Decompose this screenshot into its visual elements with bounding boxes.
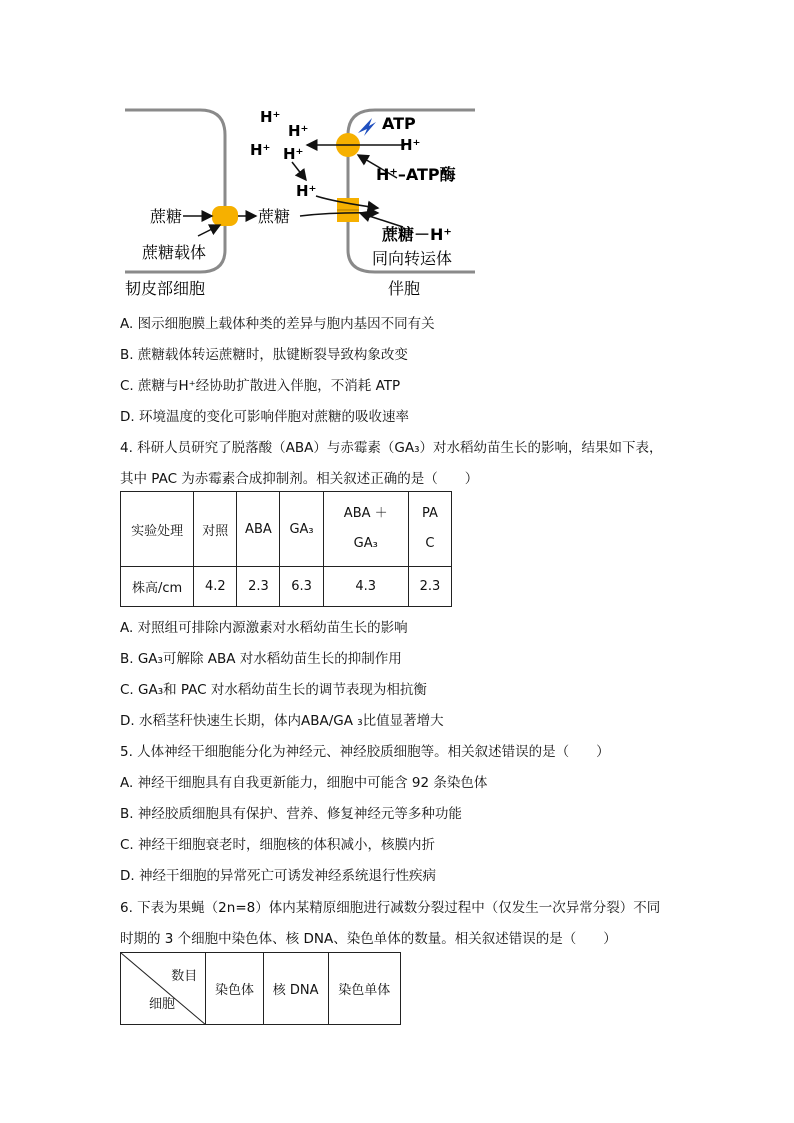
table-corner-cell [121, 953, 206, 1025]
table-cell: 2.3 [408, 567, 451, 607]
sucrose-left-label: 蔗糖 [150, 207, 183, 226]
companion-cell-membrane [348, 110, 475, 272]
table-header-line: C [425, 536, 435, 551]
q4-results-table [120, 491, 452, 607]
table-header-cell [323, 492, 408, 567]
table-header-cell: GA₃ [280, 492, 323, 567]
sucrose-carrier-label: 蔗糖载体 [142, 243, 207, 262]
q6-stem-line2: 时期的 3 个细胞中染色体、核 DNA、染色单体的数量。相关叙述错误的是（ ） [120, 931, 617, 947]
table-cell: 2.3 [237, 567, 280, 607]
table-header-cell: 核 DNA [263, 953, 328, 1025]
h-ion-label: H⁺ [288, 122, 309, 140]
table-cell: 4.2 [194, 567, 237, 607]
h-ion-label: H⁺ [260, 108, 281, 126]
table-header-cell [408, 492, 451, 567]
q5-option-b: B. 神经胶质细胞具有保护、营养、修复神经元等多种功能 [120, 806, 462, 822]
table-header-line: PA [421, 506, 438, 521]
corner-top-label: 数目 [171, 969, 198, 984]
sucrose-mid-label: 蔗糖 [258, 207, 291, 226]
h-ion-label: H⁺ [296, 182, 317, 200]
q4-stem-line1: 4. 科研人员研究了脱落酸（ABA）与赤霉素（GA₃）对水稻幼苗生长的影响，结果如下表， [120, 440, 663, 456]
atp-label: ATP [382, 114, 416, 133]
q4-option-a: A. 对照组可排除内源激素对水稻幼苗生长的影响 [120, 620, 408, 636]
q3-option-a: A. 图示细胞膜上载体种类的差异与胞内基因不同有关 [120, 316, 435, 332]
q4-stem-line2: 其中 PAC 为赤霉素合成抑制剂。相关叙述正确的是（ ） [120, 471, 479, 487]
phloem-cell-label: 韧皮部细胞 [125, 279, 206, 298]
table-cell: 4.3 [323, 567, 408, 607]
table-header-line: ABA ＋ [343, 506, 388, 521]
corner-bottom-label: 细胞 [149, 997, 176, 1012]
h-ion-label: H⁺ [283, 145, 304, 163]
q5-option-c: C. 神经干细胞衰老时，细胞核的体积减小，核膜内折 [120, 837, 436, 853]
table-header-line: GA₃ [353, 536, 378, 551]
h-atpase-label: H⁺–ATP酶 [376, 165, 456, 184]
q3-option-c: C. 蔗糖与H⁺经协助扩散进入伴胞，不消耗 ATP [120, 378, 401, 394]
q4-option-b: B. GA₃可解除 ABA 对水稻幼苗生长的抑制作用 [120, 651, 402, 667]
symporter-label-2: 同向转运体 [372, 249, 453, 268]
table-header-cell: 实验处理 [121, 492, 194, 567]
membrane-transport-diagram [120, 100, 480, 300]
sucrose-carrier-protein [212, 206, 238, 226]
table-row-label: 株高/cm [121, 567, 194, 607]
companion-cell-label: 伴胞 [388, 279, 421, 298]
q5-option-d: D. 神经干细胞的异常死亡可诱发神经系统退行性疾病 [120, 868, 436, 884]
q4-option-c: C. GA₃和 PAC 对水稻幼苗生长的调节表现为相抗衡 [120, 682, 427, 698]
table-header-cell: ABA [237, 492, 280, 567]
q6-stem-line1: 6. 下表为果蝇（2n=8）体内某精原细胞进行减数分裂过程中（仅发生一次异常分裂）不同 [120, 900, 661, 916]
table-cell: 6.3 [280, 567, 323, 607]
table-header-cell: 对照 [194, 492, 237, 567]
h-ion-label: H⁺ [400, 136, 421, 154]
lightning-icon [358, 118, 376, 136]
table-header-cell: 染色单体 [328, 953, 401, 1025]
h-ion-label: H⁺ [250, 141, 271, 159]
q6-data-table [120, 952, 401, 1025]
q3-option-d: D. 环境温度的变化可影响伴胞对蔗糖的吸收速率 [120, 409, 409, 425]
q5-option-a: A. 神经干细胞具有自我更新能力，细胞中可能含 92 条染色体 [120, 775, 488, 791]
table-header-cell: 染色体 [206, 953, 264, 1025]
q5-stem: 5. 人体神经干细胞能分化为神经元、神经胶质细胞等。相关叙述错误的是（ ） [120, 744, 610, 760]
symporter-label-1: 蔗糖－H⁺ [382, 225, 452, 244]
q4-option-d: D. 水稻茎秆快速生长期，体内ABA/GA ₃比值显著增大 [120, 713, 444, 729]
q3-option-b: B. 蔗糖载体转运蔗糖时，肽键断裂导致构象改变 [120, 347, 408, 363]
diagonal-divider [121, 953, 206, 1025]
